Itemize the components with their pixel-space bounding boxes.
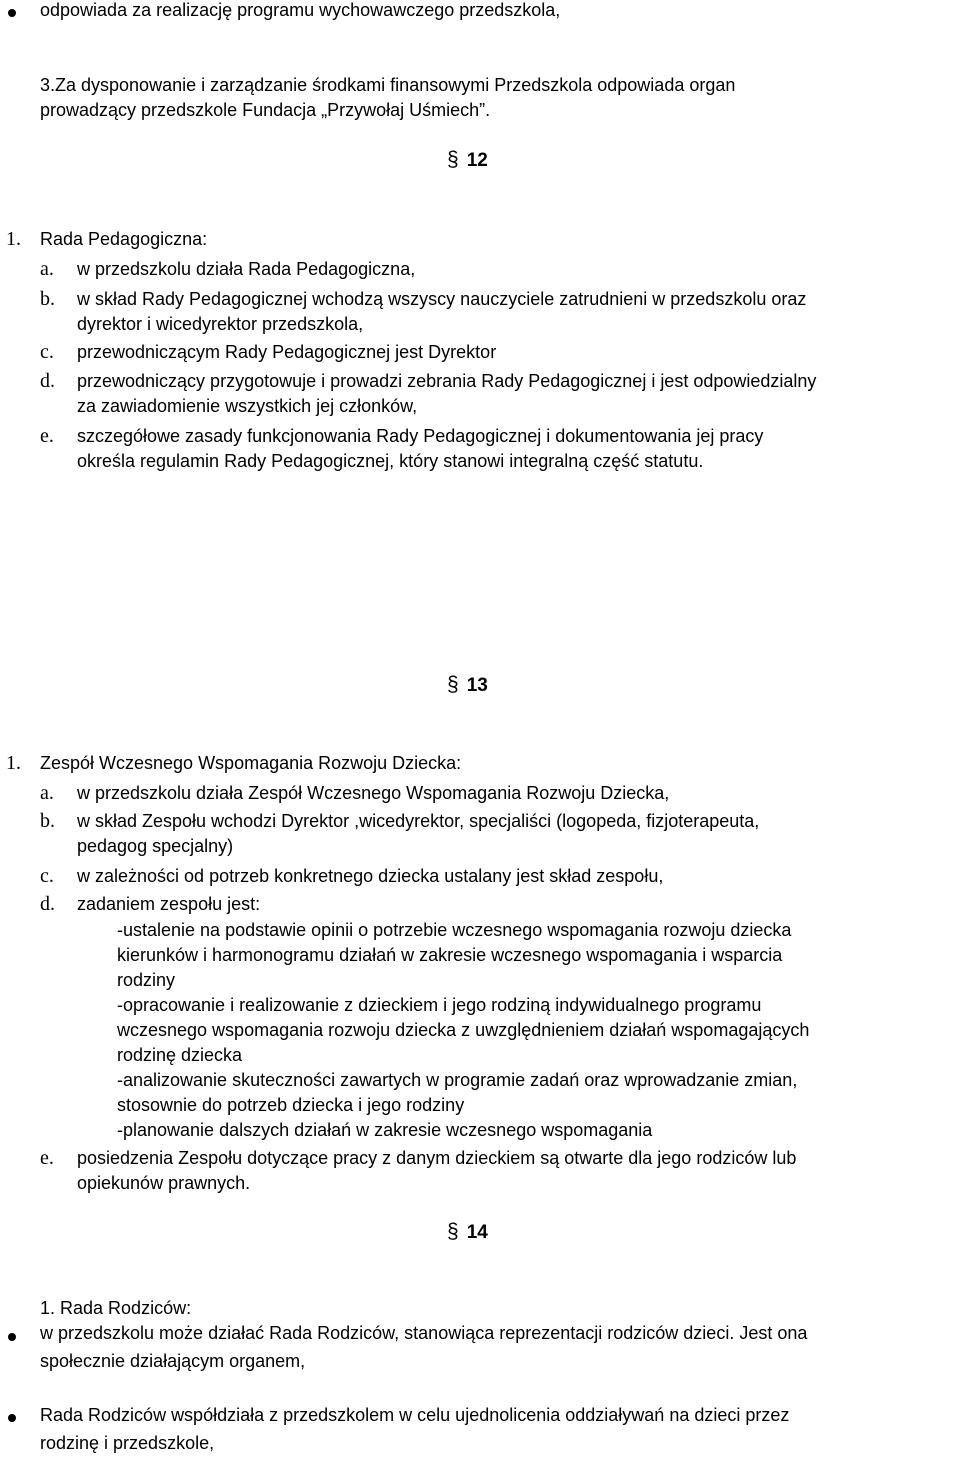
list-item-text: w przedszkolu działa Rada Pedagogiczna,: [77, 259, 416, 279]
task-line: -analizowanie skuteczności zawartych w programie zadań oraz wprowadzanie zmian,: [117, 1070, 798, 1090]
list-item-text: szczegółowe zasady funkcjonowania Rady Pedagogicznej i dokumentowania jej pracy: [77, 426, 764, 446]
list-item-text: przewodniczącym Rady Pedagogicznej jest Dyrektor: [77, 342, 497, 362]
list-item-text: w zależności od potrzeb konkretnego dziecka ustalany jest skład zespołu,: [77, 866, 664, 886]
task-line: stosownie do potrzeb dziecka i jego rodziny: [117, 1095, 465, 1115]
list-item-text: w przedszkolu działa Zespół Wczesnego Wspomagania Rozwoju Dziecka,: [77, 783, 670, 803]
section-sign: §: [447, 1220, 459, 1243]
bullet-text: rodzinę i przedszkole,: [40, 1433, 215, 1453]
list-marker: a.: [40, 782, 54, 804]
section-title: Rada Pedagogiczna:: [40, 229, 208, 249]
bullet-icon: [8, 9, 16, 17]
list-marker: a.: [40, 258, 54, 280]
list-item-text: za zawiadomienie wszystkich jej członków,: [77, 396, 418, 416]
point3-line: prowadzący przedszkole Fundacja „Przywołaj Uśmiech”.: [40, 100, 491, 120]
list-marker: b.: [40, 810, 55, 832]
bullet-text: w przedszkolu może działać Rada Rodziców, stanowiąca reprezentacji rodziców dzieci. Jest ona: [40, 1323, 808, 1343]
task-line: -opracowanie i realizowanie z dzieckiem i jego rodziną indywidualnego programu: [117, 995, 762, 1015]
list-item-text: w skład Zespołu wchodzi Dyrektor ,wicedyrektor, specjaliści (logopeda, fizjoterapeuta,: [77, 811, 760, 831]
list-item-text: określa regulamin Rady Pedagogicznej, który stanowi integralną część statutu.: [77, 451, 704, 471]
paragraph-heading-13: [447, 673, 488, 697]
list-item-text: pedagog specjalny): [77, 836, 234, 856]
paragraph-number: 13: [466, 675, 488, 696]
list-marker: d.: [40, 370, 55, 392]
task-line: wczesnego wspomagania rozwoju dziecka z uwzględnieniem działań wspomagających: [117, 1020, 810, 1040]
top-bullet-text: odpowiada za realizację programu wychowawczego przedszkola,: [40, 0, 561, 20]
section-sign: §: [447, 148, 459, 171]
list-number: 1.: [6, 228, 21, 250]
list-item-text: przewodniczący przygotowuje i prowadzi zebrania Rady Pedagogicznej i jest odpowiedzialny: [77, 371, 817, 391]
point3-line: 3.Za dysponowanie i zarządzanie środkami finansowymi Przedszkola odpowiada organ: [40, 75, 736, 95]
paragraph-number: 14: [466, 1222, 488, 1243]
bullet-text: społecznie działającym organem,: [40, 1351, 306, 1371]
task-line: rodziny: [117, 970, 176, 990]
task-line: rodzinę dziecka: [117, 1045, 243, 1065]
list-item-text: opiekunów prawnych.: [77, 1173, 251, 1193]
list-number: 1.: [6, 752, 21, 774]
list-marker: c.: [40, 865, 54, 887]
section-title: 1. Rada Rodziców:: [40, 1298, 192, 1318]
bullet-text: Rada Rodziców współdziała z przedszkolem w celu ujednolicenia oddziaływań na dzieci przez: [40, 1405, 790, 1425]
list-marker: b.: [40, 288, 55, 310]
task-line: kierunków i harmonogramu działań w zakresie wczesnego wspomagania i wsparcia: [117, 945, 783, 965]
task-line: -planowanie dalszych działań w zakresie wczesnego wspomagania: [117, 1120, 653, 1140]
list-item-text: dyrektor i wicedyrektor przedszkola,: [77, 314, 364, 334]
list-marker: d.: [40, 893, 55, 915]
list-item-text: posiedzenia Zespołu dotyczące pracy z danym dzieckiem są otwarte dla jego rodziców lub: [77, 1148, 797, 1168]
paragraph-heading-12: [447, 148, 488, 172]
task-line: -ustalenie na podstawie opinii o potrzebie wczesnego wspomagania rozwoju dziecka: [117, 920, 792, 940]
list-item-text: zadaniem zespołu jest:: [77, 894, 261, 914]
list-marker: e.: [40, 425, 54, 447]
section-sign: §: [447, 673, 459, 696]
paragraph-number: 12: [466, 150, 488, 171]
bullet-icon: [8, 1414, 16, 1422]
section-title: Zespół Wczesnego Wspomagania Rozwoju Dziecka:: [40, 753, 462, 773]
list-marker: c.: [40, 341, 54, 363]
bullet-icon: [8, 1333, 16, 1341]
list-item-text: w skład Rady Pedagogicznej wchodzą wszyscy nauczyciele zatrudnieni w przedszkolu oraz: [77, 289, 807, 309]
paragraph-heading-14: [447, 1220, 488, 1244]
list-marker: e.: [40, 1147, 54, 1169]
